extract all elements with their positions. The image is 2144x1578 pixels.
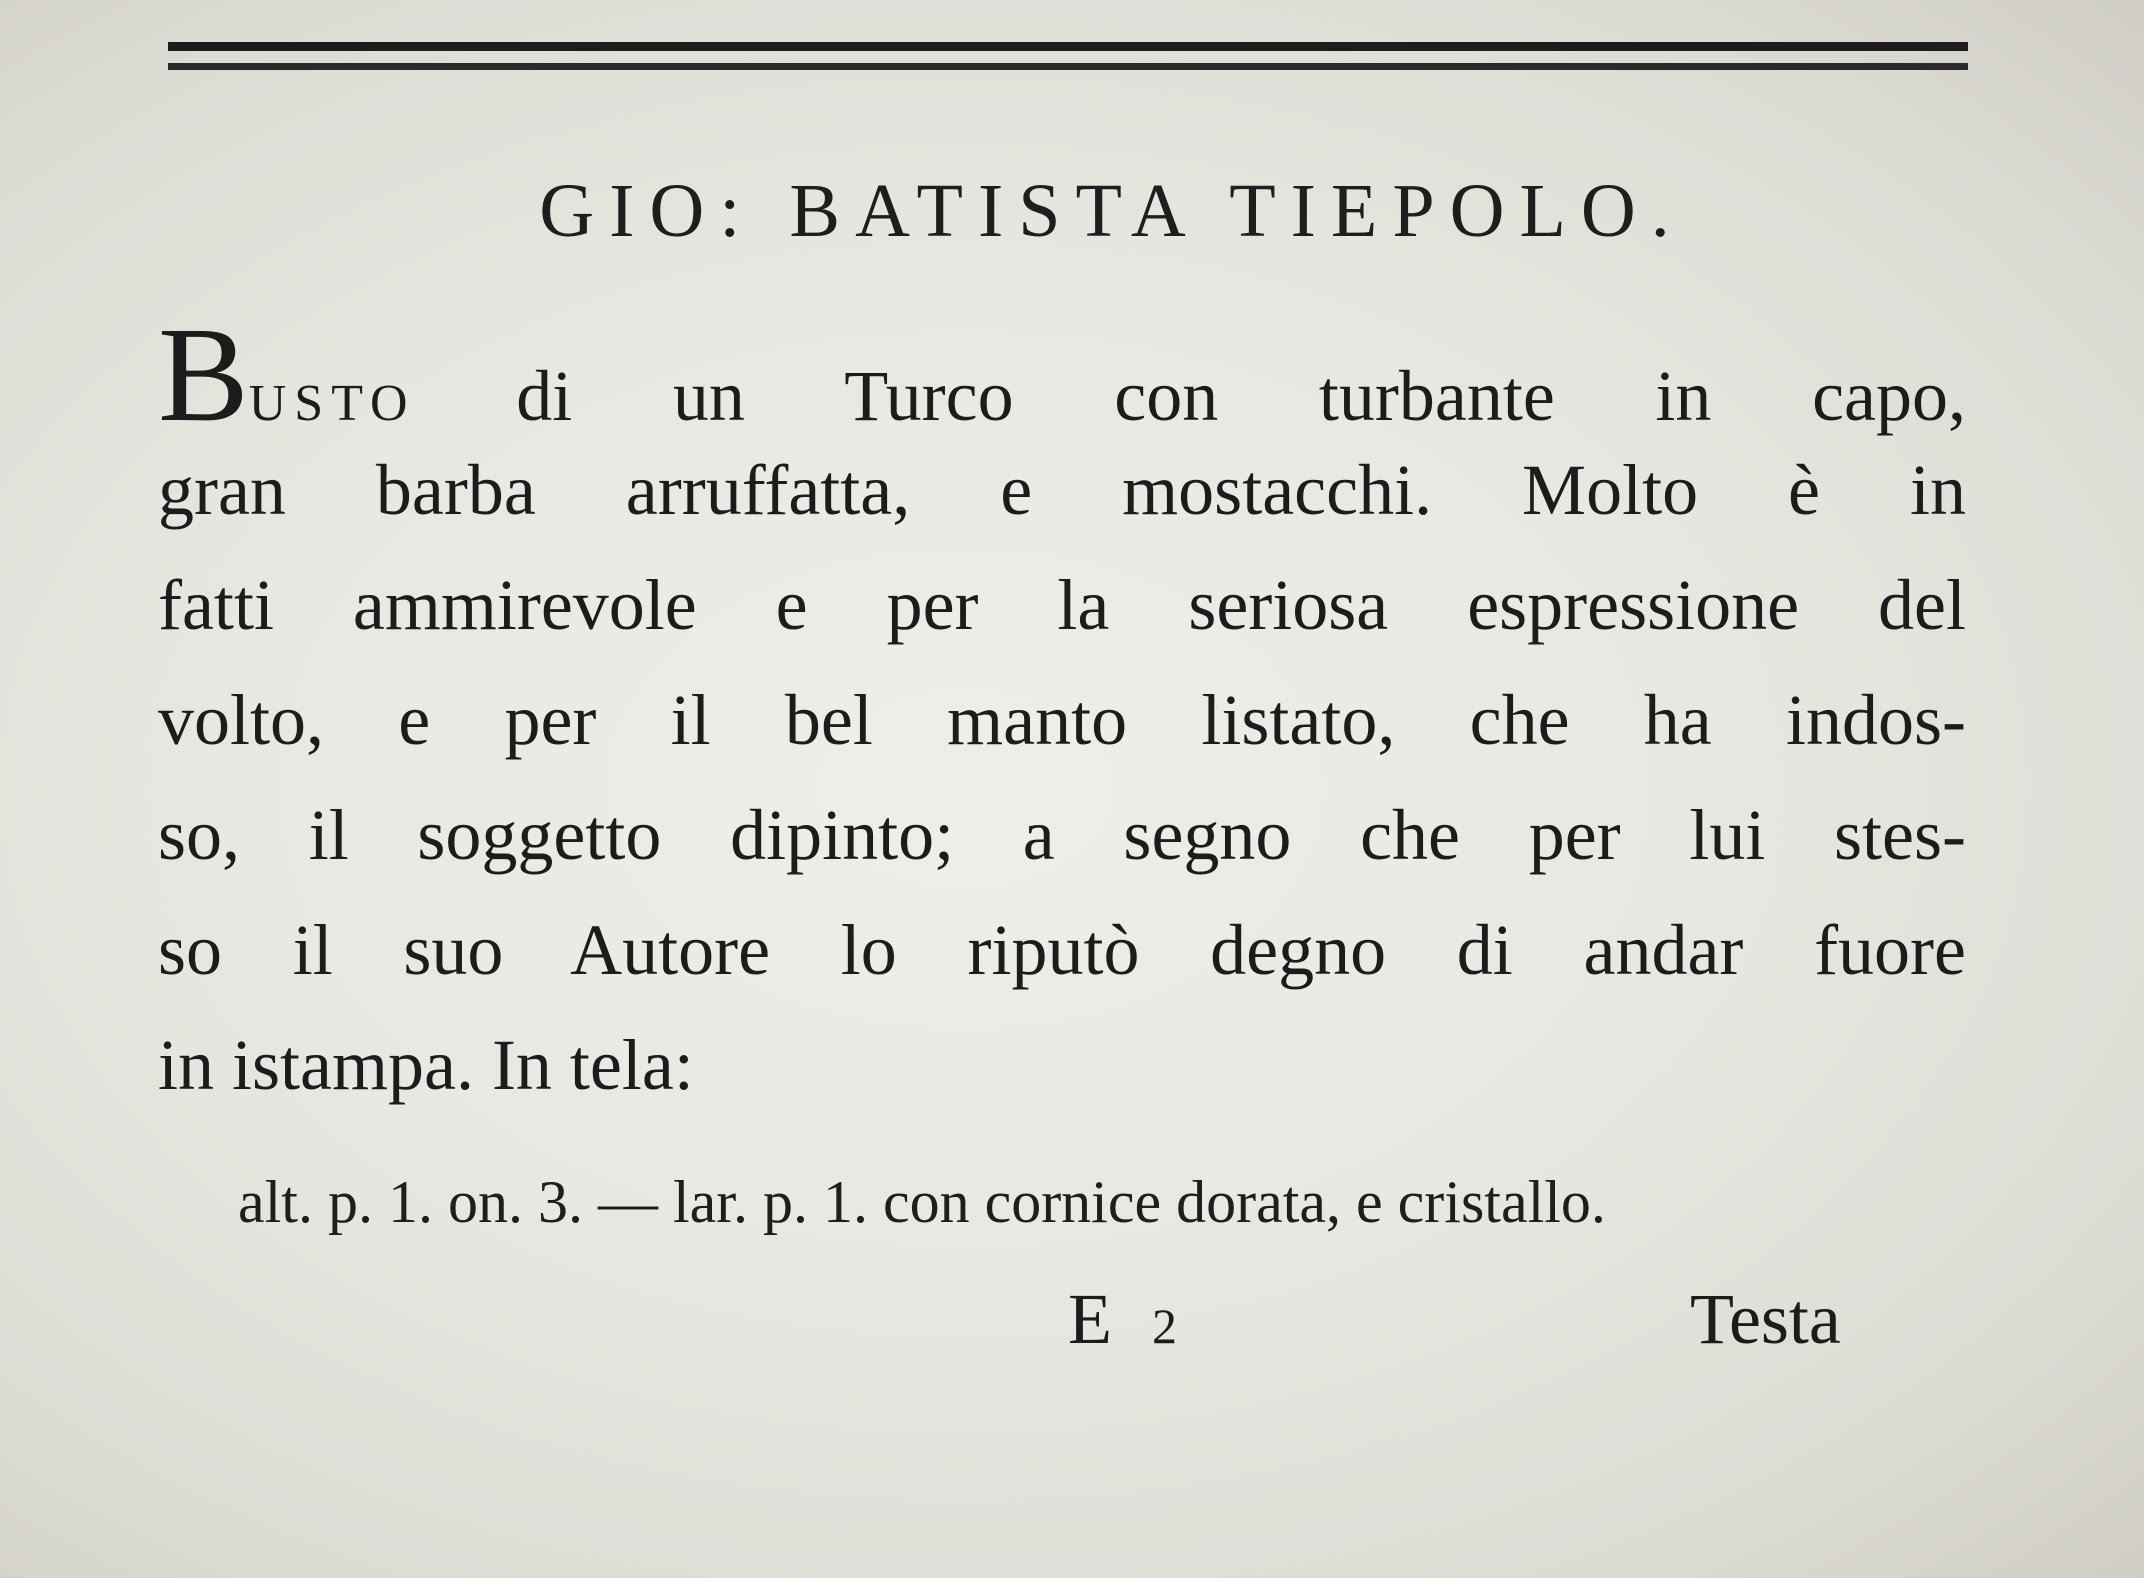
- paragraph-line-7: in istampa. In tela:: [158, 1025, 694, 1105]
- paragraph-line-1: [158, 300, 1966, 450]
- paragraph-line-3: fatti ammirevole e per la seriosa espressione del: [158, 565, 1966, 645]
- paragraph-line-5: so, il soggetto dipinto; a segno che per lui stes-: [158, 795, 1966, 875]
- small-caps-word: USTO: [248, 375, 416, 432]
- artist-heading: GIO: BATISTA TIEPOLO.: [539, 169, 1685, 253]
- drop-cap: B: [158, 300, 249, 450]
- signature-mark: [1068, 1278, 1177, 1361]
- paragraph-line-4: volto, e per il bel manto listato, che ha indos-: [158, 680, 1966, 760]
- signature-letter: E: [1068, 1279, 1112, 1359]
- catchword: Testa: [1690, 1279, 1841, 1359]
- dimensions-note: alt. p. 1. on. 3. — lar. p. 1. con cornice dorata, e cristallo.: [238, 1169, 1606, 1235]
- paragraph-line-2: gran barba arruffatta, e mostacchi. Molto è in: [158, 450, 1966, 530]
- paragraph-line-6: so il suo Autore lo riputò degno di andar fuore: [158, 910, 1966, 990]
- description-paragraph: [158, 300, 1966, 1123]
- rule-thick: [168, 42, 1968, 51]
- first-line-text: di un Turco con turbante in capo,: [415, 356, 1966, 436]
- signature-number: 2: [1151, 1298, 1177, 1354]
- rule-thin: [168, 63, 1968, 70]
- double-rule-divider: [168, 42, 1968, 70]
